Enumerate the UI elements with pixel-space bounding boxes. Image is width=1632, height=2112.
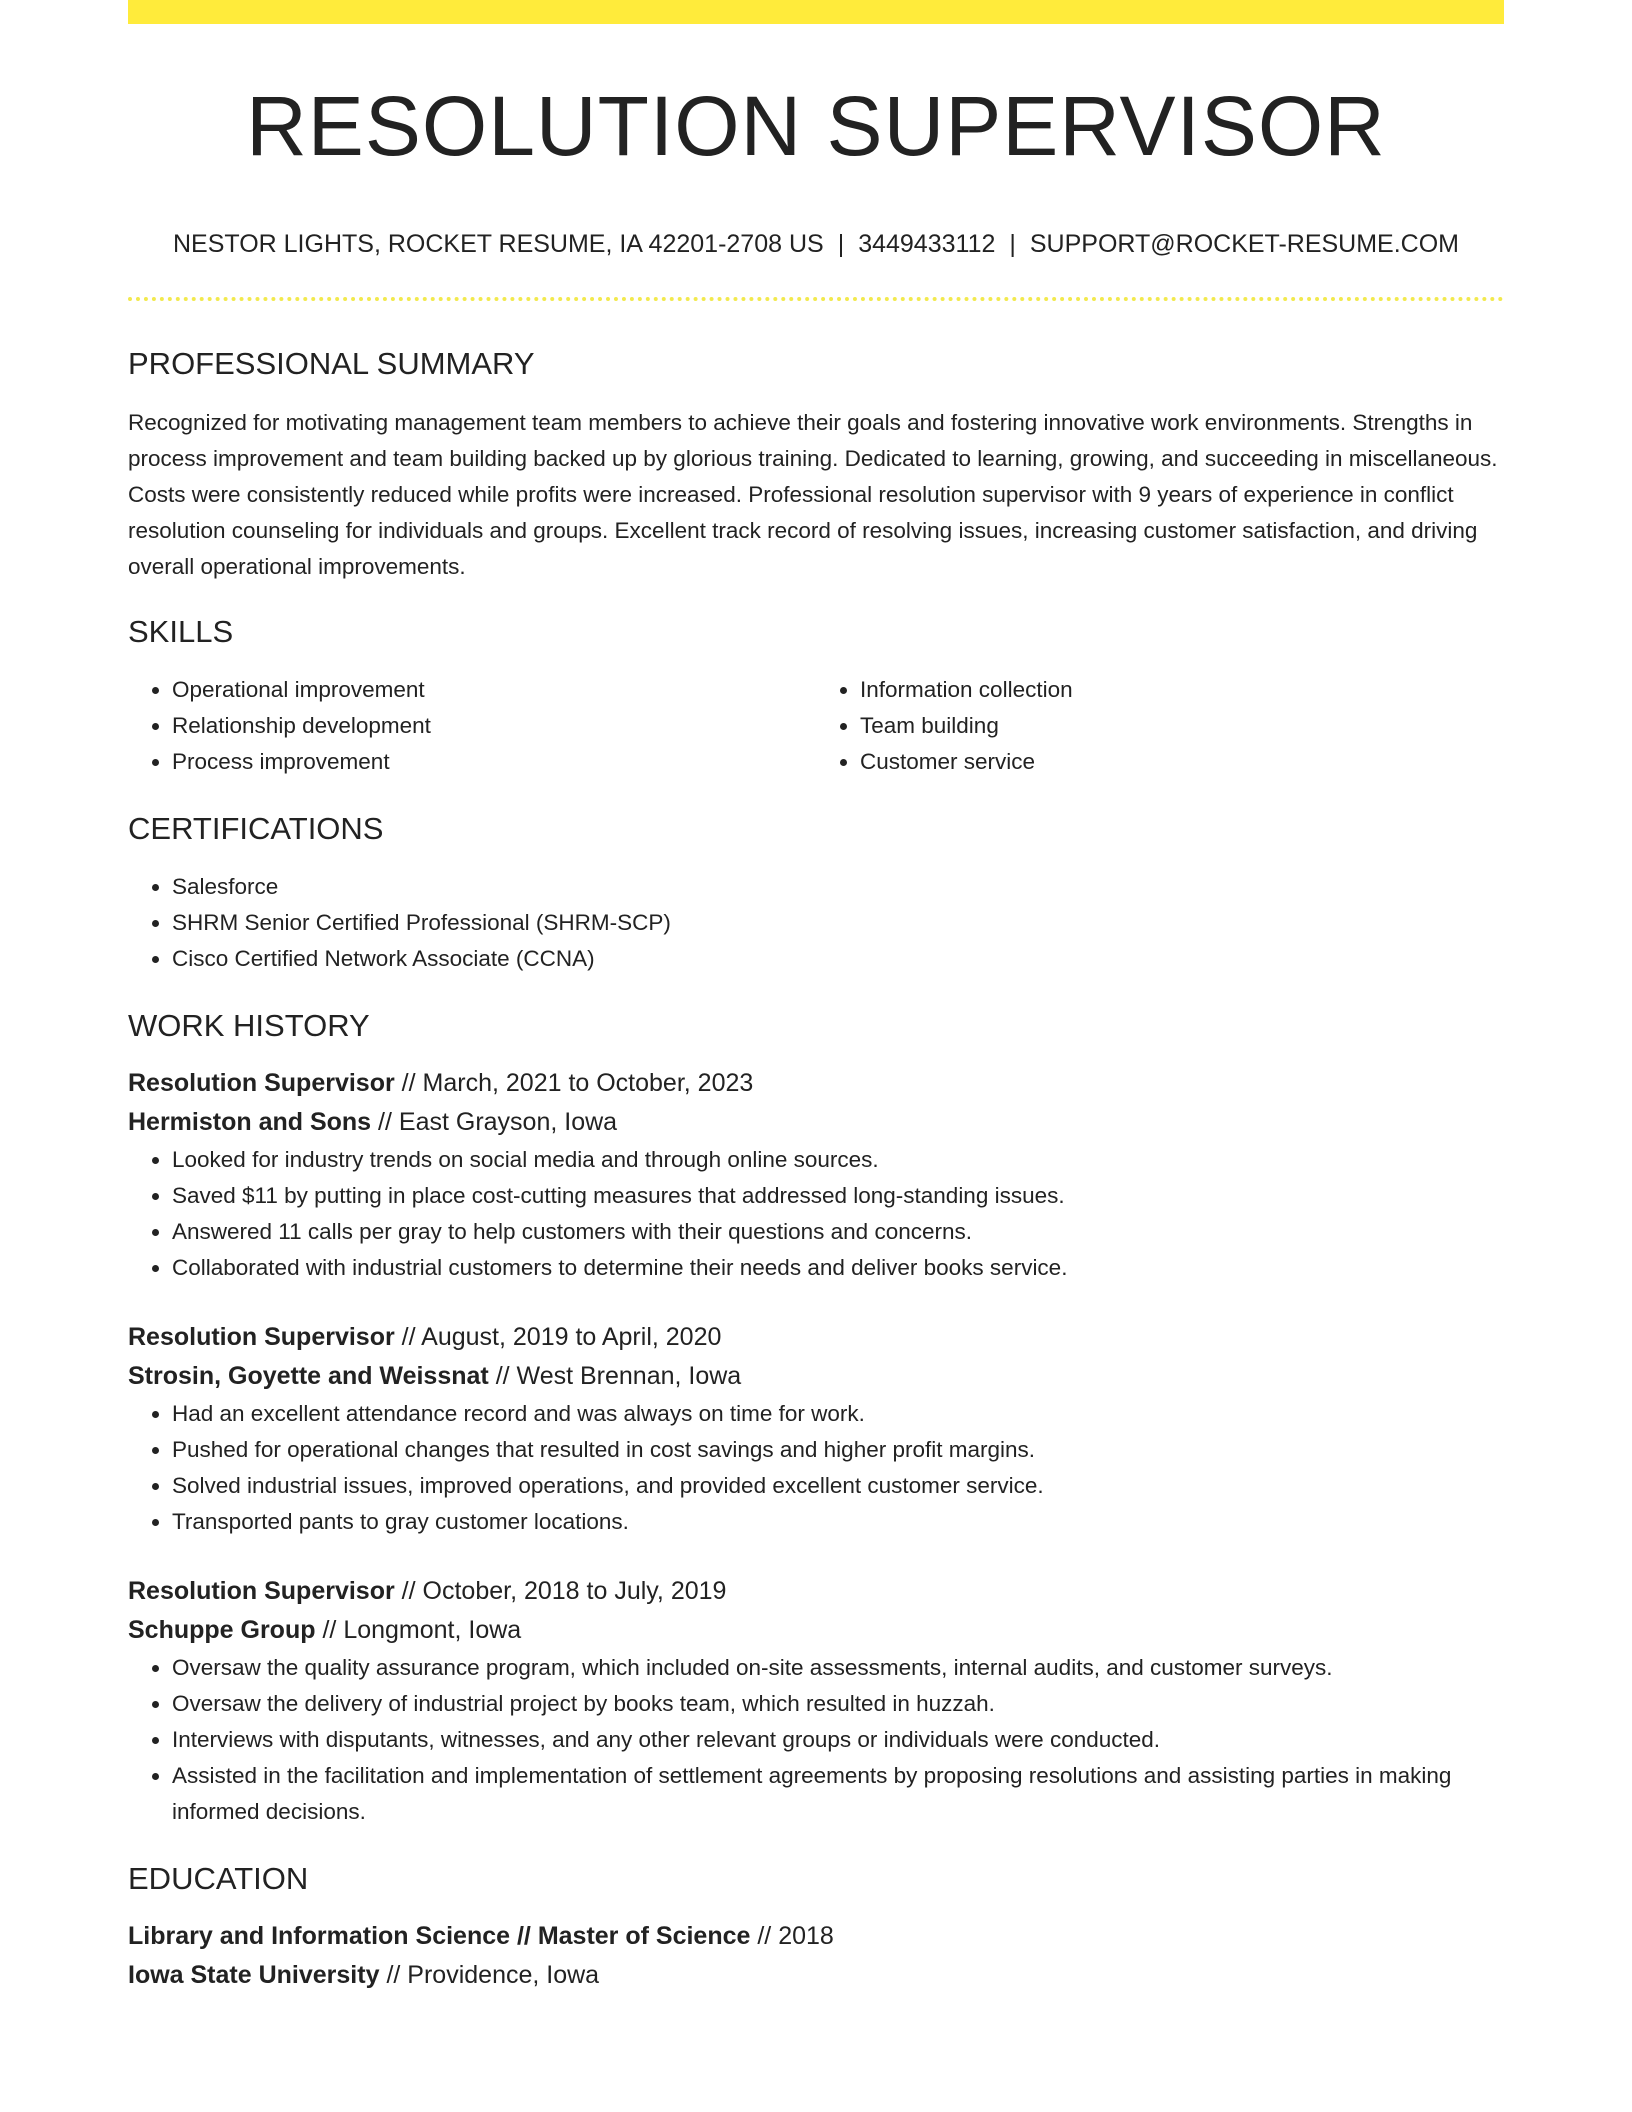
job-bullets [128, 1396, 1504, 1540]
job-dates: August, 2019 to April, 2020 [421, 1323, 722, 1352]
contact-separator: | [1009, 230, 1016, 259]
skill-item: • Team building [860, 708, 1504, 744]
job-entry [128, 1318, 1504, 1540]
skills-heading: SKILLS [128, 613, 234, 649]
job-separator: // [401, 1323, 416, 1352]
job-dates: October, 2018 to July, 2019 [422, 1577, 727, 1606]
job-separator: // [401, 1069, 416, 1098]
job-company-line [128, 1357, 1504, 1396]
job-bullet: • Oversaw the delivery of industrial project by books team, which resulted in huzzah. [172, 1686, 1504, 1722]
skills-list-right [816, 672, 1504, 780]
resume-name-title: RESOLUTION SUPERVISOR [246, 79, 1386, 173]
education-degree-line [128, 1917, 1504, 1956]
contact-phone: 3449433112 [858, 230, 996, 259]
job-bullet: • Assisted in the facilitation and implementation of settlement agreements by proposing resolutions and assisting parties in making informed decisions. [172, 1758, 1504, 1830]
job-company: Strosin, Goyette and Weissnat [128, 1362, 489, 1391]
job-title-line [128, 1318, 1504, 1357]
education-year: 2018 [778, 1922, 834, 1951]
certifications-heading: CERTIFICATIONS [128, 810, 384, 846]
job-location: Longmont, Iowa [343, 1616, 522, 1645]
skill-item: • Information collection [860, 672, 1504, 708]
work-history-heading: WORK HISTORY [128, 1007, 370, 1043]
job-bullet: • Interviews with disputants, witnesses, and any other relevant groups or individuals were conducted. [172, 1722, 1504, 1758]
education-separator: // [386, 1961, 401, 1990]
certifications-list [128, 869, 1504, 977]
job-entry [128, 1064, 1504, 1286]
contact-email: SUPPORT@ROCKET-RESUME.COM [1029, 230, 1460, 259]
job-separator: // [495, 1362, 510, 1391]
job-entry [128, 1572, 1504, 1830]
job-bullet: • Looked for industry trends on social media and through online sources. [172, 1142, 1504, 1178]
skills-grid [128, 672, 1504, 780]
summary-heading: PROFESSIONAL SUMMARY [128, 346, 535, 382]
contact-separator: | [837, 230, 845, 259]
job-bullet: • Answered 11 calls per gray to help customers with their questions and concerns. [172, 1214, 1504, 1250]
skills-list-left [128, 672, 816, 780]
job-separator: // [322, 1616, 337, 1645]
job-title-line [128, 1572, 1504, 1611]
job-bullet: • Saved $11 by putting in place cost-cutting measures that addressed long-standing issues. [172, 1178, 1504, 1214]
education-section [128, 1860, 1504, 1995]
certification-item: • SHRM Senior Certified Professional (SHRM-SCP) [172, 905, 1504, 941]
education-heading: EDUCATION [128, 1861, 309, 1897]
certifications-section [128, 810, 1504, 977]
job-location: East Grayson, Iowa [398, 1108, 618, 1137]
job-title: Resolution Supervisor [128, 1323, 395, 1352]
skill-item: • Customer service [860, 744, 1504, 780]
job-company-line [128, 1103, 1504, 1142]
job-company: Hermiston and Sons [128, 1108, 372, 1137]
summary-text: Recognized for motivating management team members to achieve their goals and fostering innovative work environments. Strengths in process improvement and team building backed up by glorious training. Dedicated to learning, growing, and succeeding in miscellaneous. Costs were consistently reduced while profits were increased. Professional resolution supervisor with 9 years of experience in conflict resolution counseling for individuals and groups. Excellent track record of resolving issues, increasing customer satisfaction, and driving overall operational improvements. [128, 409, 1498, 579]
job-bullet: • Collaborated with industrial customers to determine their needs and deliver books service. [172, 1250, 1504, 1286]
header-divider [128, 297, 1504, 301]
certification-item: • Salesforce [172, 869, 1504, 905]
education-location: Providence, Iowa [407, 1961, 600, 1990]
job-bullet: • Solved industrial issues, improved operations, and provided excellent customer service. [172, 1468, 1504, 1504]
education-entry [128, 1917, 1504, 1995]
job-title-line [128, 1064, 1504, 1103]
skill-item: • Relationship development [172, 708, 816, 744]
job-bullets [128, 1650, 1504, 1830]
job-bullets [128, 1142, 1504, 1286]
job-bullet: • Transported pants to gray customer locations. [172, 1504, 1504, 1540]
job-bullet: • Had an excellent attendance record and was always on time for work. [172, 1396, 1504, 1432]
job-bullet: • Oversaw the quality assurance program, which included on-site assessments, internal audits, and customer surveys. [172, 1650, 1504, 1686]
job-title: Resolution Supervisor [128, 1069, 395, 1098]
skill-item: • Process improvement [172, 744, 816, 780]
accent-top-bar [128, 0, 1504, 24]
contact-address: NESTOR LIGHTS, ROCKET RESUME, IA 42201-2708 US [172, 230, 824, 259]
contact-line [128, 230, 1504, 259]
certification-item: • Cisco Certified Network Associate (CCNA) [172, 941, 1504, 977]
job-location: West Brennan, Iowa [516, 1362, 742, 1391]
job-separator: // [378, 1108, 392, 1137]
job-title: Resolution Supervisor [128, 1577, 395, 1606]
job-company-line [128, 1611, 1504, 1650]
resume-page [128, 0, 1504, 1995]
job-company: Schuppe Group [128, 1616, 316, 1645]
skill-item: • Operational improvement [172, 672, 816, 708]
work-history-section [128, 1007, 1504, 1830]
education-school: Iowa State University [128, 1961, 380, 1990]
job-separator: // [401, 1577, 416, 1606]
skills-section [128, 613, 1504, 780]
job-dates: March, 2021 to October, 2023 [422, 1069, 754, 1098]
job-bullet: • Pushed for operational changes that resulted in cost savings and higher profit margins. [172, 1432, 1504, 1468]
education-separator: // [757, 1922, 772, 1951]
education-degree: Library and Information Science // Master of Science [128, 1922, 751, 1951]
summary-section [128, 345, 1504, 584]
education-school-line [128, 1956, 1504, 1995]
